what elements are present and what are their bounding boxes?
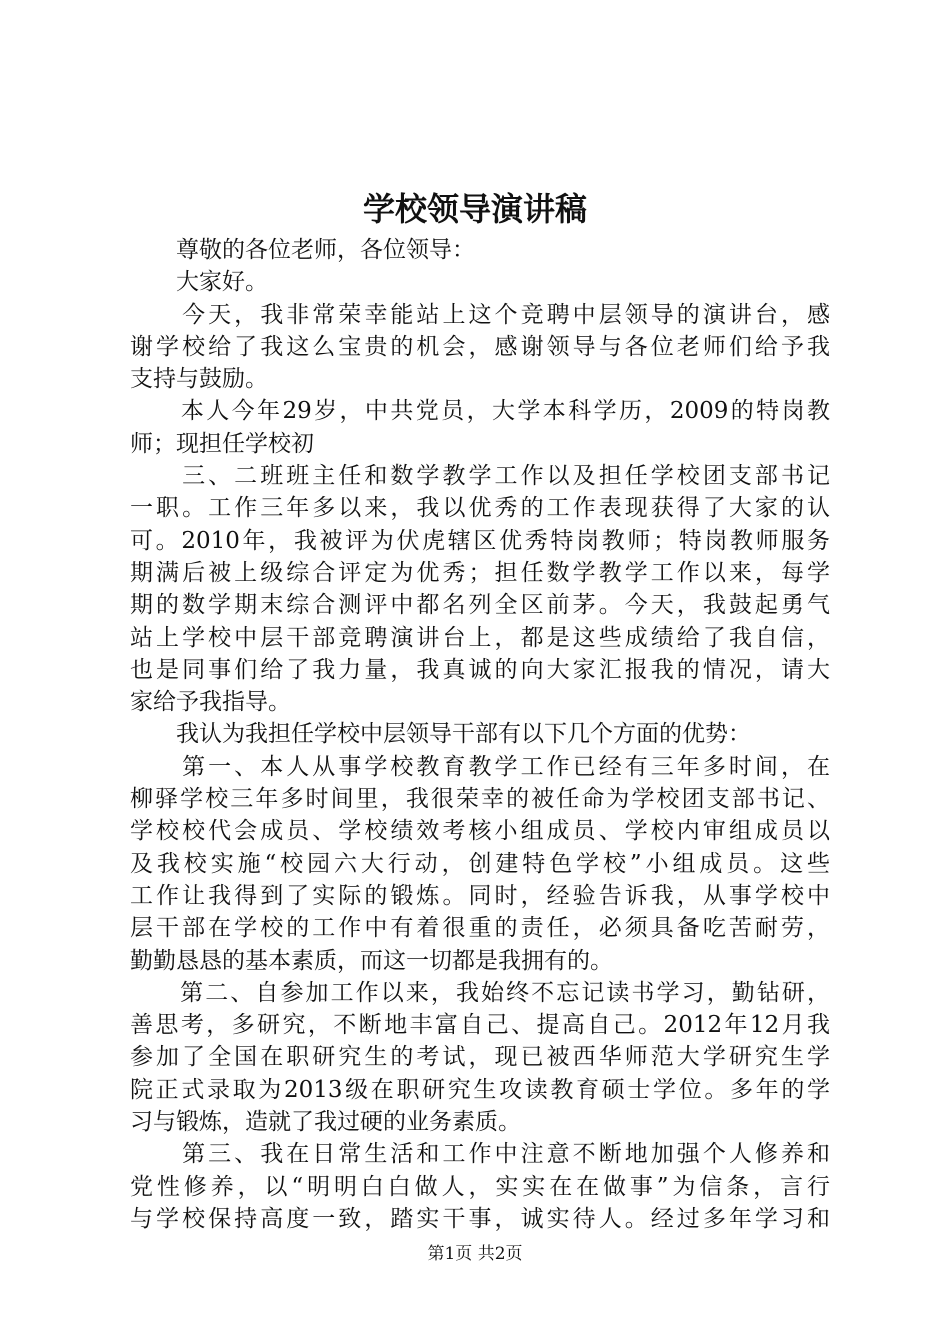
- body-line: 我认为我担任学校中层领导干部有以下几个方面的优势：: [130, 721, 751, 748]
- body-line: 一职。工作三年多以来，我以优秀的工作表现获得了大家的认: [130, 495, 830, 522]
- body-line: 三、二班班主任和数学教学工作以及担任学校团支部书记: [130, 463, 830, 490]
- body-line: 今天，我非常荣幸能站上这个竞聘中层领导的演讲台，感: [130, 301, 830, 328]
- body-line: 本人今年29岁，中共党员，大学本科学历，2009的特岗教: [130, 398, 830, 425]
- body-line: 与学校保持高度一致，踏实干事，诚实待人。经过多年学习和: [130, 1205, 830, 1232]
- body-line: 谢学校给了我这么宝贵的机会，感谢领导与各位老师们给予我: [130, 333, 830, 360]
- body-line: 层干部在学校的工作中有着很重的责任，必须具备吃苦耐劳，: [130, 915, 830, 942]
- body-line: 也是同事们给了我力量，我真诚的向大家汇报我的情况，请大: [130, 656, 830, 683]
- body-line: 可。2010年，我被评为伏虎辖区优秀特岗教师；特岗教师服务: [130, 527, 830, 554]
- body-line: 党性修养，以“明明白白做人，实实在在做事”为信条，言行: [130, 1173, 830, 1200]
- body-line: 支持与鼓励。: [130, 366, 268, 393]
- body-line: 勤勤恳恳的基本素质，而这一切都是我拥有的。: [130, 947, 613, 974]
- body-line: 尊敬的各位老师，各位领导：: [130, 237, 475, 263]
- body-line: 期满后被上级综合评定为优秀；担任数学教学工作以来，每学: [130, 559, 830, 586]
- body-line: 柳驿学校三年多时间里，我很荣幸的被任命为学校团支部书记、: [130, 786, 830, 813]
- body-line: 院正式录取为2013级在职研究生攻读教育硕士学位。多年的学: [130, 1076, 830, 1103]
- body-line: 站上学校中层干部竞聘演讲台上，都是这些成绩给了我自信，: [130, 624, 830, 651]
- body-line: 大家好。: [130, 269, 268, 296]
- body-line: 学校校代会成员、学校绩效考核小组成员、学校内审组成员以: [130, 818, 830, 845]
- body-line: 及我校实施“校园六大行动，创建特色学校”小组成员。这些: [130, 850, 830, 877]
- body-line: 家给予我指导。: [130, 689, 291, 716]
- body-line: 师；现担任学校初: [130, 430, 314, 457]
- body-line: 善思考，多研究，不断地丰富自己、提高自己。2012年12月我: [130, 1012, 830, 1039]
- body-line: 第二、自参加工作以来，我始终不忘记读书学习，勤钻研，: [130, 979, 830, 1006]
- body-line: 工作让我得到了实际的锻炼。同时，经验告诉我，从事学校中: [130, 882, 830, 909]
- body-line: 第三、我在日常生活和工作中注意不断地加强个人修养和: [130, 1141, 830, 1168]
- body-line: 第一、本人从事学校教育教学工作已经有三年多时间，在: [130, 753, 830, 780]
- document-body: [130, 234, 830, 1235]
- document-title: 学校领导演讲稿: [362, 190, 587, 228]
- body-line: 参加了全国在职研究生的考试，现已被西华师范大学研究生学: [130, 1044, 830, 1071]
- page-footer: 第1页 共2页: [427, 1244, 523, 1264]
- body-line: 期的数学期末综合测评中都名列全区前茅。今天，我鼓起勇气: [130, 592, 830, 619]
- body-line: 习与锻炼，造就了我过硬的业务素质。: [130, 1109, 521, 1136]
